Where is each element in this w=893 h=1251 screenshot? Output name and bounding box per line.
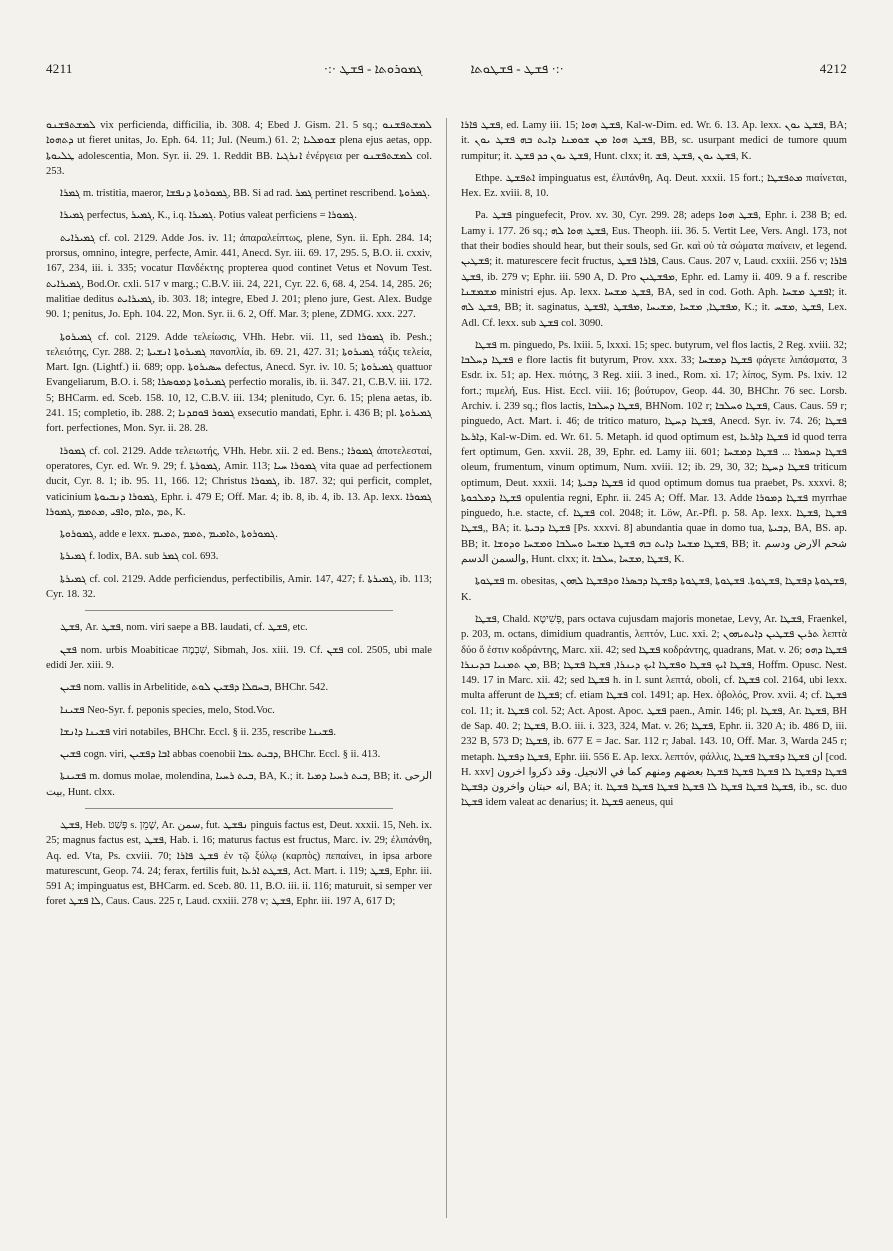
dictionary-entry: ܦܫܝܢܐ ܕܐܢܫܐ viri notabiles, BHChr. Eccl. § ii. 235, rescribe ܦܫܝܢܐ. (60, 726, 336, 738)
dictionary-entry: ܦܫܛܘܬܐ m. obesitas, ܦܫܛܘܬܐ ܕܦܫܛܐ ,ܦܫܛܘܬܐ. ܦܫܛܘܬܐ ,ܦܫܛܘܬܐ ܕܦܫܛܐ ܕܒܣܪܐ ܘܕܦܫܛܐ ܠܗܘܢ, K. (461, 576, 847, 603)
dictionary-columns (46, 118, 847, 1218)
header-right (447, 61, 848, 77)
dictionary-entry: ܦܫܛܐ, Chald. פְּשִׁיטָא, pars octava cujusdam majoris monetae, Levy, Ar. ܦܫܛܐ, Fraenkel, p. 203, m. octans, dimidium quadrantis, λεπτόν, Luc. xxi. 2; ܬܪܝܢ ܦܫܛܝܢ ܕܐܝܬܝܗܘܢ λεπτὰ δύο ὅ ἐστιν κοδράντης, Marc. xii. 42; sed ܦܫܛܐ κοδράντης, quadrans, Mat. v. 26; ܦܫܛܐ ܕܗܘ ܡܢ ܬܡܢܝܐ ܒܕܝܢܪܐ, BB; ܦܫܛܐ ܐܝܟ ܦܫܛܐ ܘܦܫܛܐ ܐܝܟ ܕܝܢܪܐ, ܦܫܛܐ ܦܫܛܐ, Hoffm. Opusc. Nest. 149. 17 in Marc. xii. 42; sed ܦܫܛܐ h. in l. sunt λεπτά, oboli, cf. ܦܫܛܐ col. 2164, ubi lexx. multa afferunt de ܦܫܛܐ; cf. etiam ܦܫܛܐ col. 1491; ap. Hex. ὀβολός, Prov. xvii. 4; cf. ܦܫܛܐ col. 11; it. ܦܫܛܐ col. 52; Act. Apost. Apoc. ܦܫܛ paen., Amir. 146; pl. ܦܫܛܐ, Ar. ܦܫܛܐ, BH de Sap. 40. 2; ܦܫܛܐ, B.O. iii. i. 323, 324, Mat. v. 26; ܦܫܛܐ, Ephr. ii. 320 A; ib. 486 D, iii. 232 B, 573 D; ܦܫܛܐ, ib. 677 E = Jac. Sar. 112 r; Jabal. 143. 10, Off. Mar. 3, Warda 245 r; metaph. ܦܫܛܐ ܕܦܫܛܐ, Ephr. iii. 556 E. Ap. lexx. λεπτόν, φάλλις, ان ܦܫܛܐ ܕܦܫܛܐ ܦܫܛܐ [cod. H. xxv] ܦܫܛܐ ܕܦܫܛܐ ܠܐ ܦܫܛܐ ܦܫܛܐ ܦܫܛܐ بعضهم ومنهم كما في الانجيل. وقد ذكروا اخرون انه حبتان واخرون ܕܦܫܛܐ, BA; it. ܦܫܛܐ ܦܫܛܐ ܦܫܛܐ ܠܐ ܦܫܛܐ ܦܫܛܐ ܦܫܛܐ ܦܫܛܐ, ib., sc. duo ܦܫܛܐ idem valeat ac denarius; it. ܦܫܛܐ aeneus, qui (461, 613, 847, 809)
dictionary-entry: ܓܡܘܪܘܬܐ, adde e lexx. ܓܡܘܪܘܬܐ ,ܬܐܡܝܡ ,ܬܡܡ ,ܬܡܝܡ. (60, 529, 278, 541)
dictionary-entry: ܓܡܝܪܬܐ cf. col. 2129. Adde perficiendus, perfectibilis, Amir. 147, 427; f. ܓܡܝܪܬܐ, ib. 113; Cyr. 18. 32. (46, 573, 432, 601)
left-running-head: ܓܡܘܪܘܬܐ - ܦܫܛ ·:· (323, 61, 423, 76)
section-separator (85, 808, 394, 809)
dictionary-entry: ܦܫܛ, Ar. ܦܫܛ, nom. viri saepe a BB. laudati, cf. ܦܫܛ, etc. (60, 622, 308, 634)
dictionary-entry: Ethpe. ܐܬܦܫܛ impinguatus est, ἐλιπάνθη, Aq. Deut. xxxii. 15 fort.; ܡܬܦܫܛܐ πιαίνεται, Hex. Ez. xviii. 8, 10. (461, 172, 847, 200)
right-column (447, 118, 847, 1218)
dictionary-entry: Pa. ܦܫܛ pinguefecit, Prov. xv. 30, Cyr. 299. 28; adeps ܦܫܛ ܗܘܐ, Ephr. i. 238 B; ed. Lamy i. 177. 26 sq.; ܦܫܛ ܗܘܐ ܠܗ, Eus. Theoph. iii. 36. 5. Vertit Lee, Vers. Angl. 173, not that their bodies should hear, but their souls, sed Gr. καὶ οὐ τὰ σώματα πιαίνειν, et legend. ܦܫܛܝܢ; it. maturescere fecit fructus, ܦܐܪܐ ܦܫܛ, Caus. Caus. 207 v, Laud. cxxiii. 256 v; ܦܐܪܐ ܦܫܛ, ib. 279 v; Ephr. iii. 590 A, D. Pro ܡܦܫܛܝܢ, Ephr. ed. Lamy ii. 409. 9 a f. rescribe ܡܫܡܫܢܐ ministri ejus. Ap. lexx. ܦܫܛ ܡܫܚܐ, BA, sed in cod. Goth. Aph. ܐܦܫܛ ܡܫܚܐ; it. ܦܫܛ ܠܗ, BB; it. saginatus, ܡܦܫܛܐ, ܡܫܚܐ ,ܡܫܝܚܐ ,ܡܦܫܛ ,ܐܦܫܛ, K.; it. ܦܫܛ ,ܡܫܚ, Lex. Adl. Cf. lexx. sub ܦܫܛ col. 3090. (461, 210, 847, 329)
dictionary-entry: ܓܡܝܪܐܝܬ cf. col. 2129. Adde Jos. iv. 11; ἀπαραλείπτως, plene, Syn. ii. Eph. 284. 14; prorsus, omnino, integre, perfecte, Amir. 441, Anecd. Syr. iii. 69. 17, 295. 5, B.O. ii. cxxiv, 167, 234, iii. i. 335; vocatur Πανδέκτης propterea quod continet Vetus et Novum Test. ܓܡܝܪܐܝܬ, Bod.Or. cxli. 517 v marg.; C.B.V. iii. 24, 221, Cyr. 22. 6, 68. 4, 254. 14, 285. 26; malitiae deditus ܓܡܝܪܐܝܬ, ib. 303. 18; integre, Ebed J. 201; pleno jure, Gest. Alex. Budge 90. 1; penitus, Jo. Eph. 104. 22, Mon. Syr. ii. 6. 2, Off. Mar. 3; plene, ZDMG. xxx. 227. (46, 232, 432, 321)
right-running-head: ·:· ܦܫܛ - ܦܫܛܘܬܐ (470, 61, 564, 76)
section-separator (85, 610, 394, 611)
dictionary-entry: ܦܫܛ ܦܐܪܐ, ed. Lamy iii. 15; ܦܫܛ ܗܘܐ, Kal-w-Dim. ed. Wr. 6. 13. Ap. lexx. ܦܫܛ ܝܘܢ, BA; it. ܦܫܛ ܗܘܐ ܡܢ ܫܘܡܢܐ ܕܐܝܬ ܒܗ ܦܫܛ ܝܘܢ, BB, sc. usurpant medici de tumore quum rumpitur; it. ܦܫܛ ܝܘܢ ܟܕ ܦܫܛ, Hunt. clxx; it. ܦܫܛ ܝܘܢ ,ܦܫܛ ,ܦܫ, K. (461, 120, 847, 162)
dictionary-entry: ܓܡܝܪܬܐ f. lodix, BA. sub ܓܡܪ col. 693. (60, 551, 219, 563)
dictionary-entry: ܦܫܝܢ cogn. viri, ܐܒܐ ܕܦܫܝܢ abbas coenobii ܕܒܝܬ ܥܒܐ, BHChr. Eccl. § ii. 413. (60, 749, 381, 761)
dictionary-entry: ܓܡܝܪܘܬܐ cf. col. 2129. Adde τελείωσις, VHh. Hebr. vii. 11, sed ܓܡܘܪܐ ib. Pesh.; τελειότης, Cyr. 288. 2; ܓܡܝܪܘܬܐ ܐܢܫܝܬܐ πανοπλία, ib. 69. 21, 427. 31; ܓܡܝܪܘܬܐ τάξις τελεία, Mart. Ign. (Lightf.) ii. 689; opp. ܚܣܝܪܘܬܐ defectus, Anecd. Syr. iv. 10. 5; ܓܡܝܪܘܬܐ quattuor Evangeliarum, B.O. i. 58; ܓܡܝܪܘܬܐ ܕܡܘܣܪܐ perfectio moralis, ib. ii. 347. 21, C.B.V. iii. 172. 5; BHCarm. ed. Sceb. 158. 10, 12, C.B.V. iii. 134; plenitudo, Cyr. 6. 15; plena aetas, ib. 241. 15; completio, ib. 288. 2; ܓܡܘܪ ܦܘܩܕܢܐ exsecutio mandati, Ephr. i. 436 B; pl. ܓܡܝܪܘܬܐ fort. perfectiones, Mon. Syr. ii. 28. 28. (46, 331, 433, 435)
dictionary-entry: ܦܫܢ nom. urbis Moabiticae שִׁבְמָה, Sibmah, Jos. xiii. 19. Cf. ܦܫܢ col. 2505, ubi male edidi Jer. xiii. 9. (46, 644, 432, 671)
dictionary-entry: ܦܫܝܢ nom. vallis in Arbelitide, ܒܚܩܠܐ ܕܦܫܝܢ ܠܘܬ, BHChr. 542. (60, 682, 329, 694)
dictionary-entry: ܦܫܛ, Heb. פָּשַׁט s. שָׁמֵן, Ar. سمن, fut. ܢܦܫܛ pinguis factus est, Deut. xxxii. 15, Neh. ix. 25; magnus factus est, ܦܫܛ, Hab. i. 16; maturus factus est fructus, Marc. iv. 29; ἐλιπάνθη, Aq. ed. Vta, Ps. cxviii. 70; ܦܫܛ ܦܐܪܐ ἐν τῷ ξύλῳ (καρπὸς) πεπαίνει, in ipsa arbore maturescunt, Geop. 74. 24; ferax, fertilis fuit, ܦܫܛܬ ܐܪܥܐ, Act. Mart. i. 119; ܦܫܛ, Ephr. iii. 591 A; impinguatus est, BHCarm. ed. Sceb. 80. 11, B.O. iii. ii. 116; maturuit, si semper ver foret ܠܐ ܦܫܛ, Caus. Caus. 225 r, Laud. cxxiii. 278 v; ܦܫܛ, Ephr. iii. 197 A, 617 D; (46, 819, 433, 908)
left-column-number: 4211 (46, 61, 73, 76)
dictionary-entry: ܓܡܝܪܐ perfectus, ܓܡܝܪ, K., i.q. ܓܡܝܪܐ. Potius valeat perficiens = ܓܡܘܪܐ. (60, 210, 357, 222)
header-left (46, 61, 447, 77)
page-header (46, 58, 847, 80)
dictionary-entry: ܠܡܫܬܦܫܢܘ vix perficienda, difficilia, ib. 308. 4; Ebed J. Gism. 21. 5 sq.; ܠܡܫܬܦܫܢܘ ܕܬܗܘܐ ut fieret unitas, Jo. Eph. 64. 11; Jul. (Neum.) 61. 2; ܫܘܡܠܝܐ plena ejus aetas, opp. ܛܠܝܘܬܐ adolescentia, Mon. Syr. ii. 29. 1. Reddit BB. ܐܢܪܓܝܐ ἐνέργεια per ܠܡܫܬܦܫܢܘ col. 253. (46, 120, 432, 177)
dictionary-entry: ܦܫܛܐ m. pinguedo, Ps. lxiii. 5, lxxxi. 15; spec. butyrum, vel flos lactis, 2 Reg. xviii. 32; ܦܫܛܐ ܕܚܠܒܐ e flore lactis fit butyrum, Prov. xxx. 33; ܦܫܛܐ ܕܡܫܚܐ φάγετε λιπάσματα, 3 Esdr. ix. 51; ap. Hex. πιότης, 3 Reg. xiii. 3 ined., Rom. xi. 17; λίπος, Sym. Ps. lxiv. 12 fort.; πιμελή, Eus. Hist. Eccl. viii. 16; βούτυρον, Geop. 44. 30, BHChr. 76 sec. Lorsb. Archiv. i. 239 sq.; flos lactis, ܦܫܛܐ ܕܚܠܒܐ, BHNom. 102 r; ܦܫܛܐ ܘܚܠܒܐ, Caus. Caus. 59 r; pinguedo, Act. Mart. i. 46; de tritico maturo, ܦܫܛܐ ܕܚܛܐ, Anecd. Syr. iv. 74. 26; ܦܫܛܐ ܕܐܪܥܐ, Kal-w-Dim. ed. Wr. 61. 5. Metaph. id quod optimum est, ܦܫܛܐ ܕܐܪܥܐ id quod terra fert optimum, Gen. xxvii. 28, 39, Ephr. ed. Lamy iii. 601; ܦܫܛܐ ܕܚܡܪܐ ... ܦܫܛܐ ܕܡܫܚܐ oleum, frumentum, vinum optimum, Num. xviii. 12; ib. 29, 30, 32; ܦܫܛܐ ܕܚܛܐ triticum optimum, Deut. xxxii. 14; ܦܫܛܐ ܕܒܝܬܐ id quod optimum domus tua praebet, Ps. xxxvi. 8; ܦܫܛܐ ܕܡܠܟܘܬܐ opulentia regni, Ephr. ii. 245 A; Off. Mar. 13. Adde ܦܫܛܐ ܕܡܘܪܐ myrrhae pinguedo, h.e. stacte, cf. ܦܫܛܐ col. 2048; it. Löw, Ar.-Pfl. p. 58. Ap. lexx. ܦܫܛܐ ,ܦܫܛܐ ,ܦܫܛܐ, BA; it. ܦܫܛܐ ܕܒܝܬܐ [Ps. xxxvi. 8] abundantia quae in domo tua, ܕܒܝܬܐ, BA, BS. ap. BB; it. ܦܫܛܐ ܡܫܚܐ ܕܐܝܬ ܒܗ ܦܫܛܐ ܡܫܚܐ ܘܚܠܒܐ ܘܡܫܚܐ ܘܕܘܫܐ, BB; it. شحم الارض ودسم والسمن الدسم, Hunt. clxx; it. ܦܫܛܐ ,ܡܫܚܐ ,ܚܠܒܐ, K. (461, 339, 847, 566)
right-column-number: 4212 (819, 61, 847, 76)
dictionary-entry: ܦܫܝܢܬܐ m. domus molae, molendina, ܒܝܬ ܪܚܝܐ, BA, K.; it. ܒܝܬ ܪܚܝܐ ܕܡܝܐ, BB; it. الرحى بيت, Hunt. clxx. (46, 771, 433, 798)
dictionary-entry: ܓܡܘܪܐ cf. col. 2129. Adde τελειωτής, VHh. Hebr. xii. 2 ed. Bens.; ܓܡܘܪܐ ἀποτελεσταί, operatores, Cyr. ed. Wr. 9. 29; f. ܓܡܘܪܬܐ, Amir. 113; ܓܡܘܪܐ ܚܝܐ vita quae ad perfectionem ducit, Cyr. 8. 1; ib. 95. 11, 166. 12; Christus ܓܡܘܪܐ, ib. 187. 32; qui perficit, complet, vaticinium ܓܡܘܪܐ ܕܢܒܝܘܬܐ, Ephr. i. 479 E; Off. Mar. 4; ib. 8, ib. 4, ib. 13. Ap. lexx. ܓܡܘܪܐ ,ܬܡ ,ܬܐܡ ,ܘܐܦܝ ,ܡܬܡܡ ,ܓܡܘܪܐ K. (46, 445, 433, 518)
left-column (46, 118, 446, 1218)
dictionary-entry: ܦܫܝܢܐ Neo-Syr. f. peponis species, melo, Stod.Voc. (60, 704, 275, 716)
dictionary-entry: ܓܡܪܐ m. tristitia, maeror, ܓܡܘܪܘܬܐ ܕܢܦܫܐ, BB. Si ad rad. ܓܡܪ pertinet rescribend. ܓܡܪܘܬܐ. (60, 188, 430, 200)
